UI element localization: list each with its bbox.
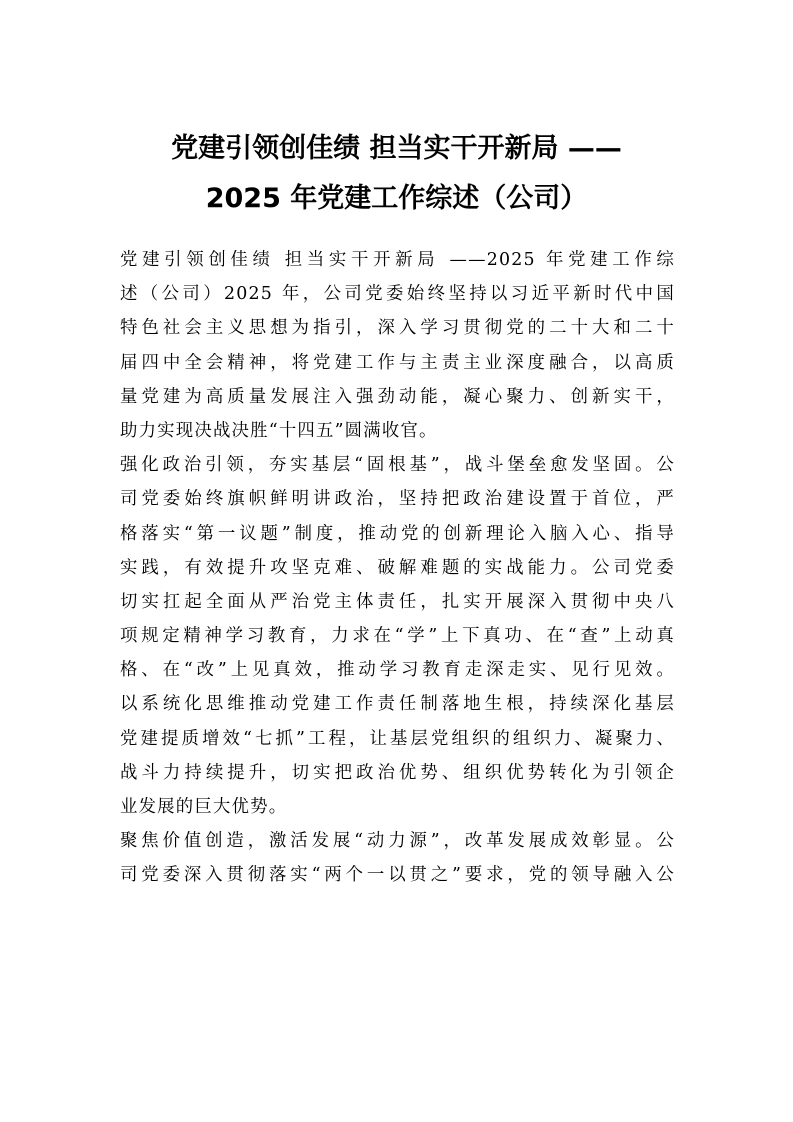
body-line: 格落实“第一议题”制度，推动党的创新理论入脑入心、指导 xyxy=(120,523,675,544)
document-title xyxy=(0,124,793,224)
document-body xyxy=(120,243,675,893)
body-line: 战斗力持续提升，切实把政治优势、组织优势转化为引领企 xyxy=(120,762,675,783)
body-line: 党建引领创佳绩 担当实干开新局 ——2025 年党建工作综 xyxy=(120,250,675,270)
body-line: 量党建为高质量发展注入强劲动能，凝心聚力、创新实干， xyxy=(120,386,675,407)
body-line: 格、在“改”上见真效，推动学习教育走深走实、见行见效。 xyxy=(120,660,675,681)
body-line: 届四中全会精神，将党建工作与主责主业深度融合，以高质 xyxy=(120,352,675,373)
body-line: 以系统化思维推动党建工作责任制落地生根，持续深化基层 xyxy=(120,694,675,715)
body-line: 党建提质增效“七抓”工程，让基层党组织的组织力、凝聚力、 xyxy=(120,728,675,749)
body-line: 强化政治引领，夯实基层“固根基”，战斗堡垒愈发坚固。公 xyxy=(120,455,675,476)
body-line: 司党委深入贯彻落实“两个一以贯之”要求，党的领导融入公 xyxy=(120,865,675,886)
body-line: 聚焦价值创造，激活发展“动力源”，改革发展成效彰显。公 xyxy=(120,831,675,852)
title-line-1: 党建引领创佳绩 担当实干开新局 —— xyxy=(171,133,622,164)
body-line: 实践，有效提升攻坚克难、破解难题的实战能力。公司党委 xyxy=(120,557,675,578)
title-line-2: 2025 年党建工作综述（公司） xyxy=(205,183,588,214)
body-line: 助力实现决战决胜“十四五”圆满收官。 xyxy=(120,420,438,441)
body-line: 司党委始终旗帜鲜明讲政治，坚持把政治建设置于首位，严 xyxy=(120,489,675,510)
body-line: 切实扛起全面从严治党主体责任，扎实开展深入贯彻中央八 xyxy=(120,591,675,612)
body-line: 业发展的巨大优势。 xyxy=(120,797,288,817)
body-line: 述（公司）2025 年，公司党委始终坚持以习近平新时代中国 xyxy=(120,284,675,305)
body-line: 特色社会主义思想为指引，深入学习贯彻党的二十大和二十 xyxy=(120,318,675,339)
body-line: 项规定精神学习教育，力求在“学”上下真功、在“查”上动真 xyxy=(120,626,675,647)
